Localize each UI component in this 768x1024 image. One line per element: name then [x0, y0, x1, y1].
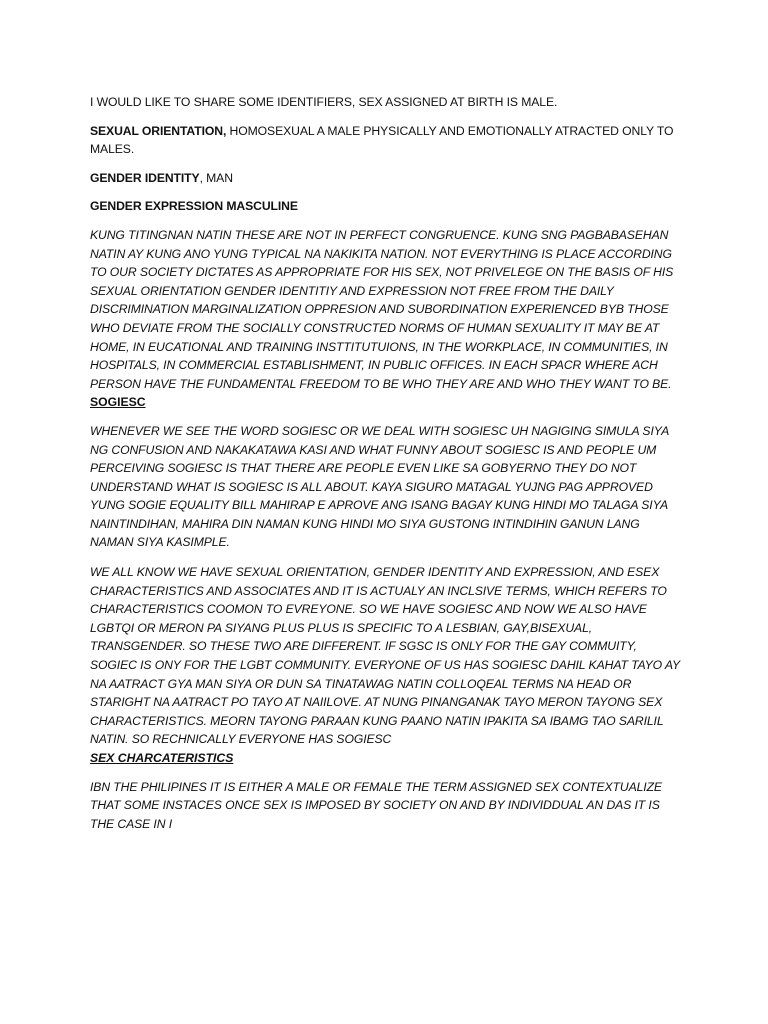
- gender-identity-text: , MAN: [199, 170, 233, 185]
- congruence-paragraph: KUNG TITINGNAN NATIN THESE ARE NOT IN PERFECT CONGRUENCE. KUNG SNG PAGBABASEHAN NATIN AY KUNG ANO YUNG TYPICAL NA NAKIKITA NATION. NOT EVERYTHING IS PLACE ACCORDING TO OUR SOCIETY DICTATES AS APPROPRIATE FOR HIS SEX, NOT PRIVELEGE ON THE BASIS OF HIS SEXUAL ORIENTATION GENDER IDENTITIY AND EXPRESSION NOT FREE FROM THE DAILY DISCRIMINATION MARGINALIZATION OPPRESION AND SUBORDINATION EXPERIENCED BYB THOSE WHO DEVIATE FROM THE SOCIALLY CONSTRUCTED NORMS OF HUMAN SEXUALITY IT MAY BE AT HOME, IN EUCATIONAL AND TRAINING INSTTITUTUIONS, IN THE WORKPLACE, IN COMMUNITIES, IN HOSPITALS, IN COMMERCIAL ESTABLISHMENT, IN PUBLIC OFFICES. IN EACH SPACR WHERE ACH PERSON HAVE THE FUNDAMENTAL FREEDOM TO BE WHO THEY ARE AND WHO THEY WANT TO BE.: [90, 227, 674, 391]
- gender-expression-paragraph: [90, 197, 680, 216]
- gender-expression-label: GENDER EXPRESSION MASCULINE: [90, 199, 298, 214]
- sogiesc-heading: SOGIESC: [90, 395, 146, 410]
- sex-characteristics-heading: SEX CHARCATERISTICS: [90, 751, 234, 765]
- intro-paragraph: I WOULD LIKE TO SHARE SOME IDENTIFIERS, SEX ASSIGNED AT BIRTH IS MALE.: [90, 95, 558, 109]
- sexual-orientation-label: SEXUAL ORIENTATION,: [90, 123, 227, 138]
- gender-identity-paragraph: [90, 169, 680, 188]
- document-body: [90, 93, 680, 833]
- inclusive-terms-paragraph: WE ALL KNOW WE HAVE SEXUAL ORIENTATION, GENDER IDENTITY AND EXPRESSION, AND ESEX CHARACTERISTICS AND ASSOCIATES AND IT IS ACTUALY AN INCLSIVE TERMS, WHICH REFERS TO CHARACTERISTICS COOMON TO EVREYONE. SO WE HAVE SOGIESC AND NOW WE ALSO HAVE LGBTQI OR MERON PA SIYANG PLUS PLUS IS SPECIFIC TO A LESBIAN, GAY,BISEXUAL, TRANSGENDER. SO THESE TWO ARE DIFFERENT. IF SGSC IS ONLY FOR THE GAY COMMUITY, SOGIEC IS ONY FOR THE LGBT COMMUNITY. EVERYONE OF US HAS SOGIESC DAHIL KAHAT TAYO AY NA AATRACT GYA MAN SIYA OR DUN SA TINATAWAG NATIN COLLOQEAL TERMS NA HEAD OR STARIGHT NA AATRACT PO TAYO AT NAIILOVE. AT NUNG PINANGANAK TAYO MERON TAYONG SEX CHARACTERISTICS. MEORN TAYONG PARAAN KUNG PAANO NATIN IPAKITA SA IBAMG TAO SARILIL NATIN. SO RECHNICALLY EVERYONE HAS SOGIESC: [90, 565, 680, 747]
- sexual-orientation-text: HOMOSEXUAL A MALE PHYSICALLY AND EMOTIONALLY ATRACTED ONLY TO MALES.: [90, 123, 674, 157]
- sex-characteristics-paragraph: IBN THE PHILIPINES IT IS EITHER A MALE OR FEMALE THE TERM ASSIGNED SEX CONTEXTUALIZE THAT SOME INSTACES ONCE SEX IS IMPOSED BY SOCIETY ON AND BY INDIVIDDUAL AN DAS IT IS THE CASE IN I: [90, 779, 662, 831]
- sogiesc-paragraph: WHENEVER WE SEE THE WORD SOGIESC OR WE DEAL WITH SOGIESC UH NAGIGING SIMULA SIYA NG CONFUSION AND NAKAKATAWA KASI AND WHAT FUNNY ABOUT SOGIESC IS AND PEOPLE UM PERCEIVING SOGIESC IS THAT THERE ARE PEOPLE EVEN LIKE SA GOBYERNO THEY DO NOT UNDERSTAND WHAT IS SOGIESC IS ALL ABOUT. KAYA SIGURO MATAGAL YUJNG PAG APPROVED YUNG SOGIE EQUALITY BILL MAHIRAP E APROVE ANG ISANG BAGAY KUNG HINDI MO TALAGA SIYA NAINTINDIHAN, MAHIRA DIN NAMAN KUNG HINDI MO SIYA GUSTONG INTINDIHIN GANUN LANG NAMAN SIYA KASIMPLE.: [90, 423, 669, 550]
- sexual-orientation-paragraph: [90, 122, 680, 159]
- gender-identity-label: GENDER IDENTITY: [90, 170, 200, 185]
